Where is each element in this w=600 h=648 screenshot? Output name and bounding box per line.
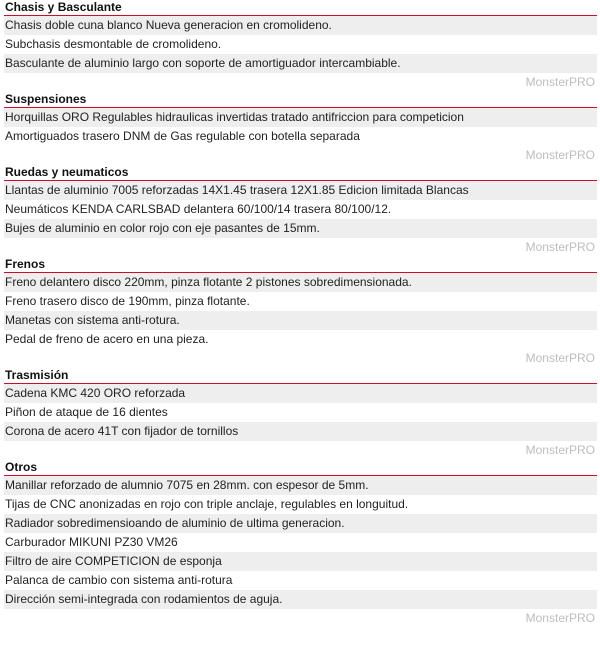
spec-row: Pedal de freno de acero en una pieza.	[4, 330, 597, 349]
spec-section	[4, 0, 597, 92]
section-title: Frenos	[4, 257, 597, 273]
spec-row: Manetas con sistema anti-rotura.	[4, 311, 597, 330]
spec-list	[4, 16, 597, 73]
section-title: Chasis y Basculante	[4, 0, 597, 16]
spec-list	[4, 181, 597, 238]
spec-row: Tijas de CNC anonizadas en rojo con triple anclaje, regulables en longuitud.	[4, 495, 597, 514]
spec-row: Manillar reforzado de alumnio 7075 en 28mm. con espesor de 5mm.	[4, 476, 597, 495]
spec-row: Llantas de aluminio 7005 reforzadas 14X1.45 trasera 12X1.85 Edicion limitada Blancas	[4, 181, 597, 200]
spec-row: Corona de acero 41T con fijador de tornillos	[4, 422, 597, 441]
section-title: Otros	[4, 460, 597, 476]
spec-section	[4, 460, 597, 628]
spec-section	[4, 92, 597, 165]
spec-section	[4, 165, 597, 257]
spec-list	[4, 476, 597, 609]
brand-label: MonsterPRO	[525, 75, 595, 89]
spec-row: Dirección semi-integrada con rodamientos de aguja.	[4, 590, 597, 609]
spec-section	[4, 368, 597, 460]
spec-section	[4, 257, 597, 368]
brand-label: MonsterPRO	[525, 611, 595, 625]
spec-list	[4, 384, 597, 441]
section-title: Suspensiones	[4, 92, 597, 108]
spec-row: Chasis doble cuna blanco Nueva generacion en cromolideno.	[4, 16, 597, 35]
spec-row: Subchasis desmontable de cromolideno.	[4, 35, 597, 54]
spec-list	[4, 108, 597, 146]
spec-row: Carburador MIKUNI PZ30 VM26	[4, 533, 597, 552]
section-title: Trasmisión	[4, 368, 597, 384]
brand-label: MonsterPRO	[525, 148, 595, 162]
spec-row: Freno trasero disco de 190mm, pinza flotante.	[4, 292, 597, 311]
spec-row: Palanca de cambio con sistema anti-rotura	[4, 571, 597, 590]
spec-row: Cadena KMC 420 ORO reforzada	[4, 384, 597, 403]
brand-label: MonsterPRO	[525, 240, 595, 254]
spec-row: Piñon de ataque de 16 dientes	[4, 403, 597, 422]
spec-row: Radiador sobredimensioando de aluminio de ultima generacion.	[4, 514, 597, 533]
spec-row: Neumáticos KENDA CARLSBAD delantera 60/100/14 trasera 80/100/12.	[4, 200, 597, 219]
spec-row: Amortiguados trasero DNM de Gas regulable con botella separada	[4, 127, 597, 146]
spec-row: Bujes de aluminio en color rojo con eje pasantes de 15mm.	[4, 219, 597, 238]
spec-row: Filtro de aire COMPETICION de esponja	[4, 552, 597, 571]
brand-label: MonsterPRO	[525, 351, 595, 365]
spec-list	[4, 273, 597, 349]
spec-row: Horquillas ORO Regulables hidraulicas invertidas tratado antifriccion para competicion	[4, 108, 597, 127]
brand-label: MonsterPRO	[525, 443, 595, 457]
section-title: Ruedas y neumaticos	[4, 165, 597, 181]
spec-row: Freno delantero disco 220mm, pinza flotante 2 pistones sobredimensionada.	[4, 273, 597, 292]
spec-row: Basculante de aluminio largo con soporte de amortiguador intercambiable.	[4, 54, 597, 73]
